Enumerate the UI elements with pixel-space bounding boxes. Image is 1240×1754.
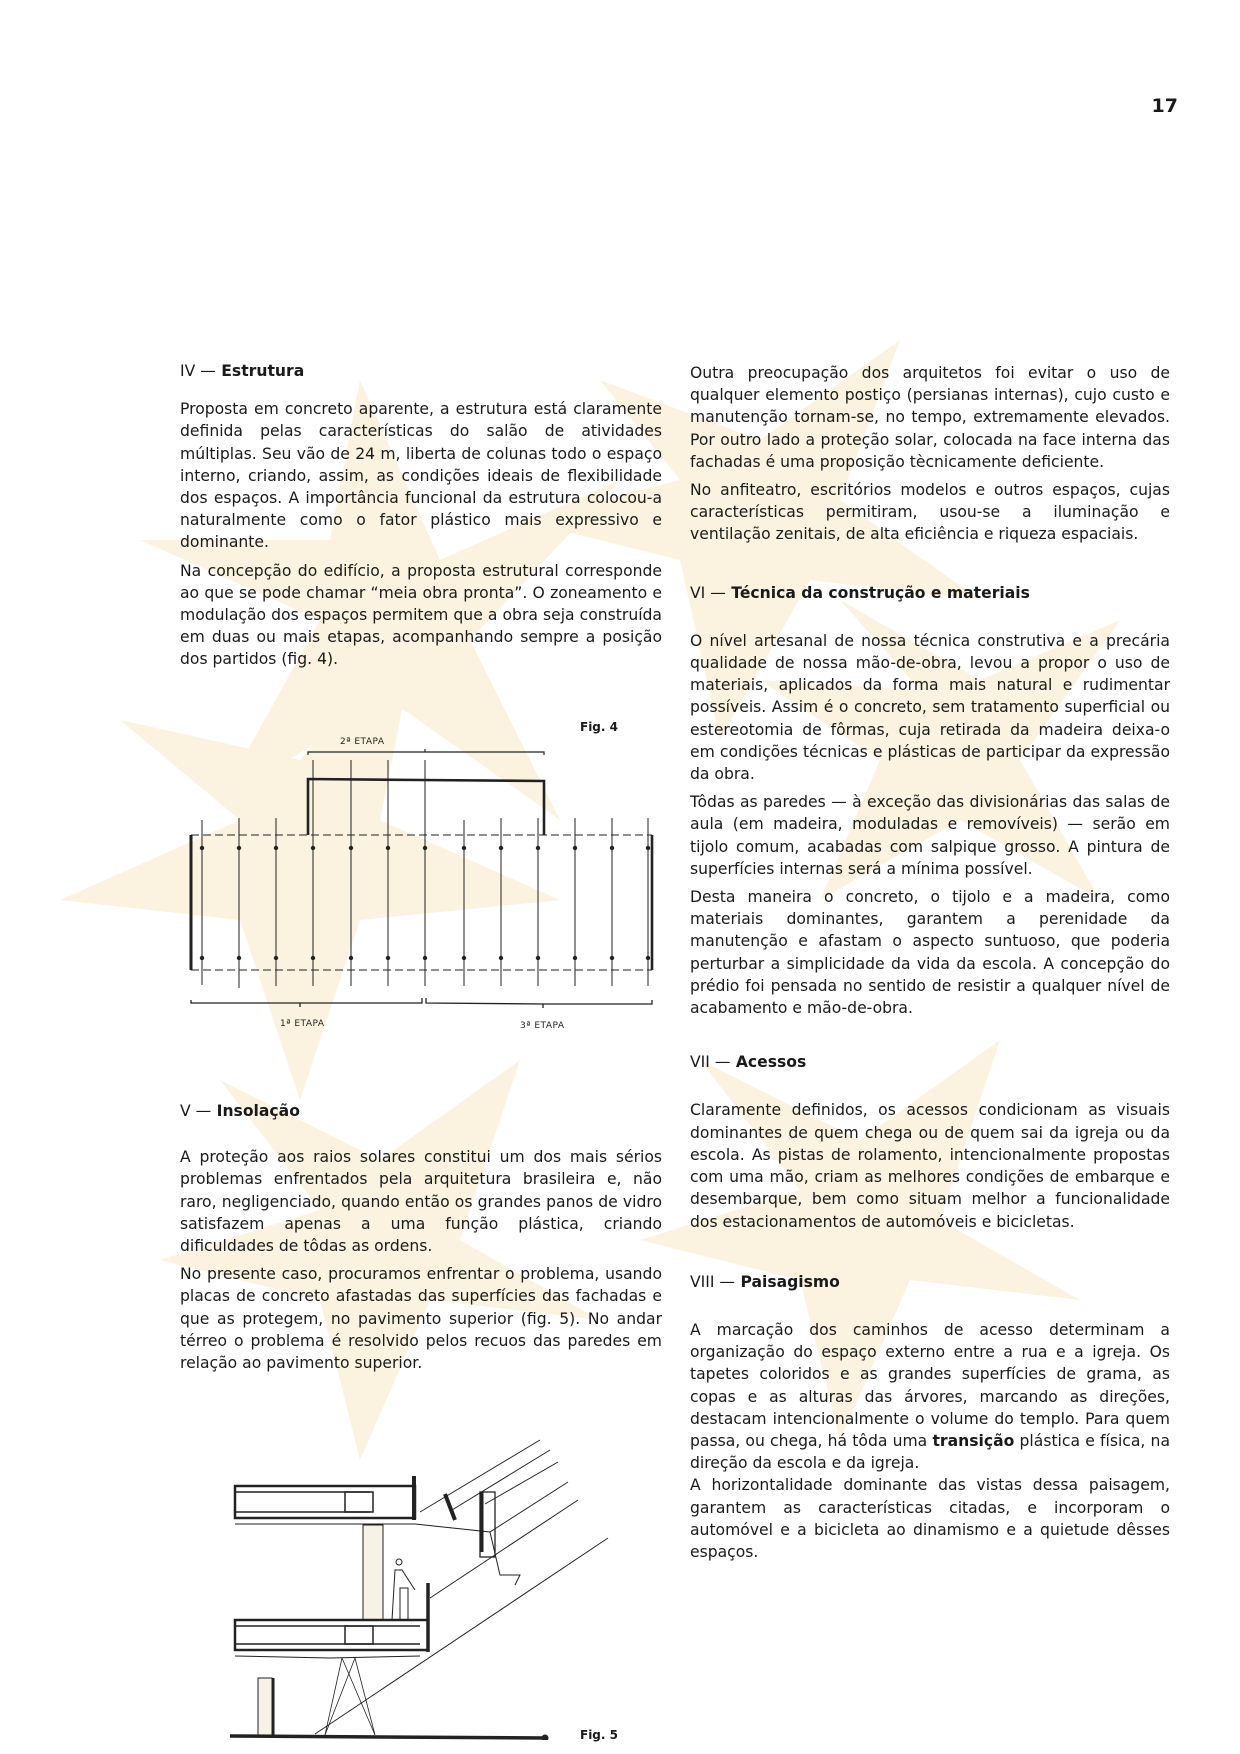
svg-text:1ª ETAPA: 1ª ETAPA (280, 1019, 325, 1029)
left-column-lower (180, 1100, 662, 1380)
paragraph: Outra preocupação dos arquitetos foi evitar o uso de qualquer elemento postiço (persianas internas), cujo custo e manutenção tornam-se, no tempo, extremamente elevados. Por outro lado a proteção solar, colocada na face interna das fachadas é uma proposição tècnicamente deficiente. (690, 364, 1170, 471)
left-column-upper (180, 360, 662, 677)
section-heading-paisagismo: VIII — Paisagismo (690, 1272, 840, 1291)
svg-text:3ª ETAPA: 3ª ETAPA (520, 1021, 565, 1031)
paragraph: Tôdas as paredes — à exceção das divisionárias das salas de aula (em madeira, moduladas e removíveis) — serão em tijolo comum, acabadas com salpique grosso. A pintura de superfícies internas será a mínima possível. (690, 793, 1170, 878)
svg-text:2ª ETAPA: 2ª ETAPA (340, 737, 385, 747)
paragraph: Claramente definidos, os acessos condicionam as visuais dominantes de quem chega ou de quem sai da igreja ou da escola. As pistas de rolamento, intencionalmente propostas com uma mão, criam as melhores condições de embarque e desembarque, bem como situam melhor a funcionalidade dos estacionamentos de automóveis e bicicletas. (690, 1101, 1170, 1231)
paragraph: Desta maneira o concreto, o tijolo e a madeira, como materiais dominantes, garantem a perenidade da manutenção e afastam o aspecto suntuoso, que poderia perturbar a simplicidade da vida da escola. A concepção do prédio foi pensada no sentido de resistir a qualquer nível de acabamento e mão-de-obra. (690, 888, 1170, 1018)
paragraph: Na concepção do edifício, a proposta estrutural corresponde ao que se pode chamar “meia obra pronta”. O zoneamento e modulação dos espaços permitem que a obra seja construída em duas ou mais etapas, acompanhando sempre a posição dos partidos (fig. 4). (180, 561, 662, 669)
figure-4-label: Fig. 4 (580, 720, 618, 734)
right-column (690, 362, 1170, 1569)
section-heading-acessos: VII — Acessos (690, 1053, 807, 1072)
section-heading-insolacao: V — Insolação (180, 1102, 300, 1120)
paragraph: A marcação dos caminhos de acesso determinam a organização do espaço externo entre a rua e a igreja. Os tapetes coloridos e as grandes superfícies de grama, as copas e as alturas das árvores, marcando as direções, destacam intencionalmente o volume do templo. Para quem passa, ou chega, há tôda uma transição plástica e física, na direção da escola e da igreja. (690, 1320, 1170, 1473)
section-heading-estrutura: IV — Estrutura (180, 362, 305, 380)
paragraph: Proposta em concreto aparente, a estrutura está claramente definida pelas características do salão de atividades múltiplas. Seu vão de 24 m, liberta de colunas todo o espaço interno, criando, assim, as condições ideais de flexibilidade dos espaços. A importância funcional da estrutura colocou-a naturalmente como o fator plástico mais expressivo e dominante. (180, 400, 662, 552)
paragraph: No presente caso, procuramos enfrentar o problema, usando placas de concreto afastadas das superfícies das fachadas e que as protegem, no pavimento superior (fig. 5). No andar térreo o problema é resolvido pelos recuos das paredes em relação ao pavimento superior. (180, 1265, 662, 1373)
paragraph: O nível artesanal de nossa técnica construtiva e a precária qualidade de nossa mão-de-obra, levou a propor o uso de materiais, aplicados da forma mais natural e rudimentar possíveis. Assim é o concreto, sem tratamento superficial ou estereotomia de fôrmas, cuja retirada da madeira deixa-o em condições técnicas e plásticas de participar da expressão da obra. (690, 631, 1170, 784)
section-heading-tecnica: VI — Técnica da construção e materiais (690, 583, 1030, 602)
paragraph: No anfiteatro, escritórios modelos e outros espaços, cujas características permitiram, usou-se a iluminação e ventilação zenitais, de alta eficiência e riqueza espaciais. (690, 481, 1170, 544)
paragraph: A proteção aos raios solares constitui um dos mais sérios problemas enfrentados pela arquitetura brasileira e, não raro, negligenciado, quando então os grandes panos de vidro satisfazem apenas a uma função plástica, criando dificuldades de tôdas as ordens. (180, 1148, 662, 1256)
figure-5-label: Fig. 5 (580, 1728, 618, 1742)
figure-4-structural-plan (180, 730, 670, 1040)
figure-5-sun-protection-section (230, 1420, 650, 1740)
page-number: 17 (1151, 95, 1178, 117)
paragraph: A horizontalidade dominante das vistas dessa paisagem, garantem as características citadas, e incorporam o automóvel e a bicicleta ao dinamismo e a quietude dêsses espaços. (690, 1476, 1170, 1561)
